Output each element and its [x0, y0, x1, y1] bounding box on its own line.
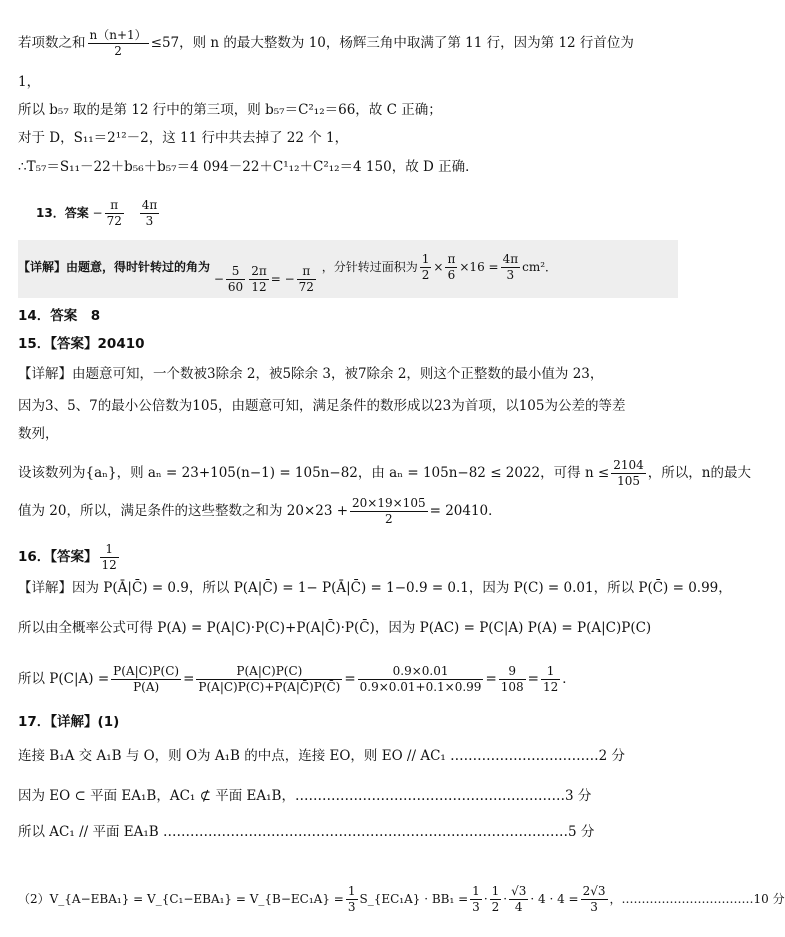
math-text: 1	[421, 252, 430, 266]
math-text: 3	[590, 900, 598, 914]
math-text: 1	[100, 542, 119, 558]
math-text: 2√3	[582, 884, 606, 898]
fraction	[88, 28, 149, 59]
math-text: S_{EC₁A} · BB₁ =	[359, 892, 469, 906]
fraction	[541, 664, 560, 695]
math-text: 值为 20，所以，满足条件的这些整数之和为 20×23 +	[18, 503, 349, 519]
line-option-d: 对于 D，S₁₁＝2¹²－2，这 11 行中共去掉了 22 个 1，	[18, 130, 349, 146]
math-text: =	[485, 671, 497, 687]
math-text: ，……………………………10 分	[609, 892, 785, 906]
math-text: 16．【答案】	[18, 549, 98, 565]
q16-answer	[18, 542, 684, 573]
math-text: n（n+1）	[89, 28, 147, 42]
math-text: 0.9×0.01+0.1×0.99	[359, 680, 482, 694]
math-text: 4π	[141, 198, 158, 212]
math-text: 3	[347, 900, 356, 914]
fraction	[346, 884, 358, 915]
q15-detail-2: 因为3、5、7的最小公倍数为105，由题意可知，满足条件的数形成以23为首项，以105为公差的等差	[18, 398, 626, 414]
fraction	[140, 198, 160, 229]
math-text: 1	[541, 664, 560, 680]
math-text: ×16 =	[459, 260, 499, 274]
fraction	[358, 664, 484, 695]
math-text: 108	[500, 680, 524, 694]
math-text: P(A|C)P(C)+P(A|C̄)P(C̄)	[198, 680, 341, 694]
math-text: 【详解】由题意，得时针转过的角为	[18, 260, 211, 274]
fraction	[420, 252, 432, 283]
q16-detail-3	[18, 664, 684, 695]
math-text: 3	[145, 214, 154, 228]
math-text: = 20410．	[429, 503, 502, 519]
fraction	[611, 458, 646, 489]
math-text: 13．答案	[36, 206, 89, 220]
math-text: 0.9×0.01	[358, 664, 484, 680]
math-text: ·	[483, 892, 488, 906]
math-text: ，分针转过面积为	[321, 260, 418, 274]
q15-detail-5	[18, 496, 684, 527]
math-text: 5	[226, 264, 245, 280]
math-text: （2）V_{A−EBA₁} = V_{C₁−EBA₁} = V_{B−EC₁A} =	[18, 892, 344, 906]
line-b57: 所以 b₅₇ 取的是第 12 行中的第三项，则 b₅₇＝C²₁₂＝66，故 C 正确；	[18, 102, 442, 118]
math-text: π	[297, 264, 316, 280]
math-text: ≤57，则 n 的最大整数为 10，杨辉三角中取满了第 11 行，因为第 12 行首位为	[150, 35, 634, 51]
fraction	[105, 198, 124, 229]
math-text: 1	[472, 884, 480, 898]
fraction	[445, 252, 457, 283]
math-text: 12	[101, 558, 117, 572]
fraction	[509, 884, 528, 915]
q17-step-2: 因为 EO ⊂ 平面 EA₁B，AC₁ ⊄ 平面 EA₁B，……………………………………………………3 分	[18, 788, 592, 804]
q17-step-3: 所以 AC₁ // 平面 EA₁B ………………………………………………………………………………5 分	[18, 824, 595, 840]
q16-detail-1: 【详解】因为 P(Ā|C̄) = 0.9，所以 P(A|C̄) = 1− P(Ā|C̄) = 1−0.9 = 0.1，因为 P(C) = 0.01，所以 P(C̄) = 0.99，	[18, 580, 732, 596]
math-text: 72	[298, 280, 314, 294]
fraction	[501, 252, 521, 283]
math-text: · 4 · 4 =	[530, 892, 579, 906]
math-text: 6	[447, 268, 456, 282]
q15-detail-4	[18, 458, 751, 489]
math-text: −	[92, 206, 103, 220]
fraction	[226, 264, 245, 295]
math-text: 105	[617, 474, 640, 488]
math-text: 2	[114, 44, 122, 58]
math-text: P(A|C)P(C)	[113, 664, 180, 678]
math-text: = −	[270, 272, 295, 286]
math-text: 9	[499, 664, 526, 680]
math-text: ·	[503, 892, 508, 906]
math-text: 2π	[251, 264, 267, 278]
q16-detail-2: 所以由全概率公式可得 P(A) = P(A|C)·P(C)+P(A|C̄)·P(C̄)，因为 P(AC) = P(C|A) P(A) = P(A|C)P(C)	[18, 620, 652, 636]
math-text: =	[527, 671, 539, 687]
math-text: π	[105, 198, 124, 214]
math-text: 1	[347, 884, 356, 898]
q13-detail	[18, 252, 684, 294]
math-text: π	[447, 252, 456, 266]
math-text: =	[183, 671, 195, 687]
math-text: 2	[421, 268, 430, 282]
math-text: 60	[227, 280, 244, 294]
math-text: 2104	[613, 458, 644, 472]
fraction	[100, 542, 119, 573]
math-text: 4π	[502, 252, 519, 266]
fraction	[249, 264, 269, 295]
math-text: 4	[514, 900, 523, 914]
fraction	[350, 496, 428, 527]
line-sum-condition	[18, 28, 684, 59]
math-text: 3	[472, 900, 480, 914]
math-text: ×	[433, 260, 444, 274]
fraction	[297, 264, 316, 295]
q17-heading: 17．【详解】(1)	[18, 714, 120, 730]
q17-part-2	[18, 884, 785, 915]
math-text: −	[213, 272, 224, 286]
q17-step-1: 连接 B₁A 交 A₁B 与 O，则 O为 A₁B 的中点，连接 EO，则 EO // AC₁ ……………………………2 分	[18, 748, 625, 764]
q15-detail-1: 【详解】由题意可知，一个数被3除余 2，被5除余 3，被7除余 2，则这个正整数的最小值为 23，	[18, 366, 604, 382]
math-text: 12	[251, 280, 267, 294]
math-text: P(A|C)P(C)	[196, 664, 342, 680]
math-text: 若项数之和	[18, 35, 86, 51]
math-text: P(A)	[133, 680, 160, 694]
q14-answer: 14．答案 8	[18, 308, 101, 324]
math-text: 3	[506, 268, 515, 282]
math-text: cm²．	[522, 260, 558, 274]
math-text: 72	[106, 214, 122, 228]
q13-answer	[36, 198, 684, 229]
fraction	[499, 664, 526, 695]
fraction	[111, 664, 181, 695]
math-text: 1	[491, 884, 500, 898]
line-one: 1，	[18, 74, 41, 90]
math-text: 20×19×105	[352, 496, 426, 510]
math-text: =	[344, 671, 356, 687]
line-t57: ∴T₅₇＝S₁₁－22＋b₅₆＋b₅₇＝4 094－22＋C¹₁₂＋C²₁₂＝4 150，故 D 正确．	[18, 159, 479, 175]
fraction	[490, 884, 502, 915]
q15-answer: 15．【答案】20410	[18, 336, 145, 352]
math-text: 12	[542, 680, 559, 694]
math-text: ，所以，n的最大	[647, 465, 751, 481]
math-text: 2	[384, 512, 393, 526]
math-text: 2	[491, 900, 500, 914]
fraction	[196, 664, 342, 695]
math-text: ．	[562, 671, 576, 687]
q15-detail-3: 数列，	[18, 426, 59, 442]
math-text: √3	[511, 884, 527, 898]
math-text: 所以 P(C|A) =	[18, 671, 110, 687]
fraction	[581, 884, 608, 915]
fraction	[470, 884, 482, 915]
math-text: 设该数列为{aₙ}，则 aₙ = 23+105(n−1) = 105n−82，由 aₙ = 105n−82 ≤ 2022，可得 n ≤	[18, 465, 610, 481]
